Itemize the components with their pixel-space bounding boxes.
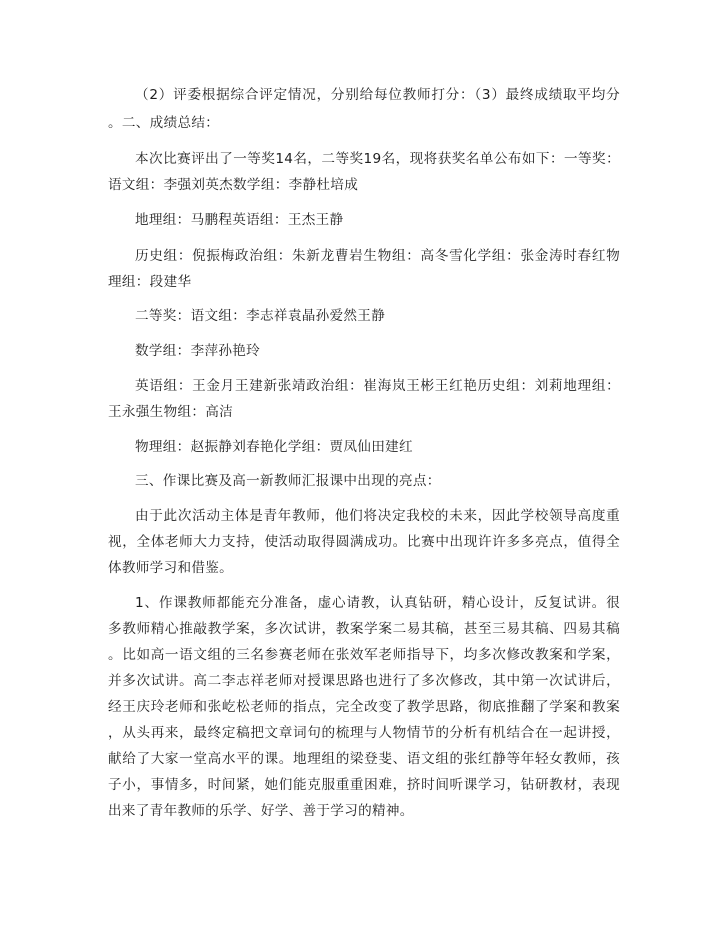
paragraph-line: 子小，事情多，时间紧，她们能克服重重困难，挤时间听课学习，钻研教材，表现 xyxy=(108,777,620,793)
paragraph-line: 献给了大家一堂高水平的课。地理组的梁登斐、语文组的张红静等年轻女教师，孩 xyxy=(108,751,620,767)
paragraph-line: 出来了青年教师的乐学、好学、善于学习的精神。 xyxy=(108,803,414,819)
section-heading-line: 。二、成绩总结： xyxy=(108,115,220,131)
paragraph-line: 本次比赛评出了一等奖14名，二等奖19名，现将获奖名单公布如下：一等奖： xyxy=(135,151,620,167)
paragraph-line: 视，全体老师大力支持，使活动取得圆满成功。比赛中出现许许多多亮点，值得全 xyxy=(108,534,620,550)
paragraph-line: 王永强生物组：高洁 xyxy=(108,404,234,420)
paragraph-line: 地理组：马鹏程英语组：王杰王静 xyxy=(135,212,344,228)
paragraph-line: 多教师精心推敲教学案，多次试讲，教案学案二易其稿，甚至三易其稿、四易其稿 xyxy=(108,621,620,637)
section-heading-line: 三、作课比赛及高一新教师汇报课中出现的亮点： xyxy=(135,473,441,489)
paragraph-line: ，从头再来，最终定稿把文章词句的梳理与人物情节的分析有机结合在一起讲授， xyxy=(108,725,620,741)
paragraph-line: 并多次试讲。高二李志祥老师对授课思路也进行了多次修改，其中第一次试讲后， xyxy=(108,673,620,689)
paragraph-line: 数学组：李萍孙艳玲 xyxy=(135,343,261,359)
paragraph-line: 体教师学习和借鉴。 xyxy=(108,560,234,576)
paragraph-line: 语文组：李强刘英杰数学组：李静杜培成 xyxy=(108,177,359,193)
paragraph-line: （2）评委根据综合评定情况，分别给每位教师打分：（3）最终成绩取平均分 xyxy=(135,87,620,103)
paragraph-line: 1、作课教师都能充分准备，虚心请教，认真钻研，精心设计，反复试讲。很 xyxy=(135,595,620,611)
paragraph-line: 由于此次活动主体是青年教师，他们将决定我校的未来，因此学校领导高度重 xyxy=(135,508,620,524)
paragraph-line: 英语组：王金月王建新张靖政治组：崔海岚王彬王红艳历史组：刘莉地理组： xyxy=(135,378,620,394)
paragraph-line: 历史组：倪振梅政治组：朱新龙曹岩生物组：高冬雪化学组：张金涛时春红物 xyxy=(135,248,620,264)
paragraph-line: 经王庆玲老师和张屹松老师的指点，完全改变了教学思路，彻底推翻了学案和教案 xyxy=(108,699,620,715)
paragraph-line: 二等奖：语文组：李志祥袁晶孙爱然王静 xyxy=(135,308,386,324)
paragraph-line: 理组：段建华 xyxy=(108,274,192,290)
paragraph-line: 。比如高一语文组的三名参赛老师在张效军老师指导下，均多次修改教案和学案， xyxy=(108,647,620,663)
paragraph-line: 物理组：赵振静刘春艳化学组：贾凤仙田建红 xyxy=(135,439,413,455)
